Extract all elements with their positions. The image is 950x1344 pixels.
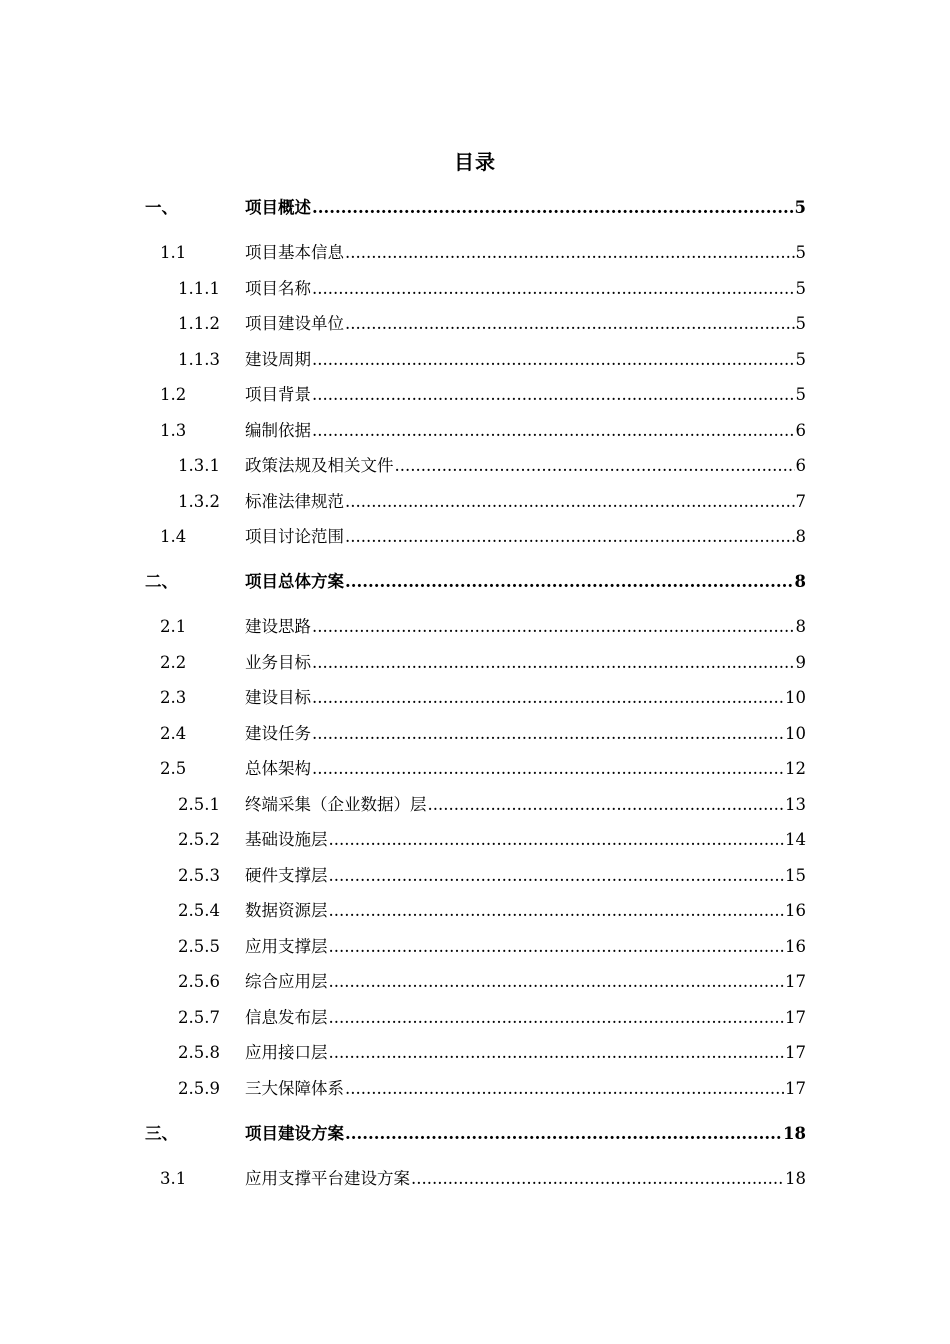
toc-entry[interactable]: [0, 1006, 950, 1030]
toc-entry[interactable]: [0, 1077, 950, 1101]
toc-entry-title[interactable]: 应用接口层: [245, 1043, 328, 1062]
toc-entry-line: [245, 1006, 806, 1030]
toc-entry-title[interactable]: 建设任务: [245, 724, 311, 743]
toc-entry-page-number: 5: [794, 198, 806, 217]
toc-entry-number: 2.5: [160, 759, 187, 778]
toc-entry[interactable]: [0, 615, 950, 639]
toc-entry-title[interactable]: 项目背景: [245, 385, 311, 404]
toc-entry-number: 2.4: [160, 724, 187, 743]
toc-entry-number: 1.1: [160, 243, 187, 262]
toc-entry-title[interactable]: 标准法律规范: [245, 492, 344, 511]
toc-entry-title[interactable]: 总体架构: [245, 759, 311, 778]
toc-entry-page-number: 17: [785, 972, 806, 991]
toc-dot-leader: [345, 1122, 782, 1146]
toc-entry-line: [245, 651, 806, 675]
toc-entry-line: [245, 686, 806, 710]
toc-entry-line: [245, 899, 806, 923]
toc-entry-number: 2.5.4: [178, 901, 220, 920]
toc-dot-leader: [345, 312, 795, 336]
toc-entry-page-number: 16: [785, 901, 806, 920]
toc-entry-number: 1.3: [160, 421, 187, 440]
toc-entry[interactable]: [0, 348, 950, 372]
toc-entry-title[interactable]: 建设周期: [245, 350, 311, 369]
toc-entry[interactable]: [0, 970, 950, 994]
toc-entry-number: 2.5.2: [178, 830, 220, 849]
toc-dot-leader: [345, 525, 795, 549]
toc-entry-number: 1.3.1: [178, 456, 220, 475]
toc-entry-title[interactable]: 基础设施层: [245, 830, 328, 849]
toc-dot-leader: [345, 490, 795, 514]
toc-entry-line: [245, 1167, 806, 1191]
toc-entry-page-number: 8: [795, 617, 806, 636]
toc-dot-leader: [312, 615, 795, 639]
toc-entry[interactable]: [0, 793, 950, 817]
toc-entry-page-number: 14: [785, 830, 806, 849]
toc-dot-leader: [329, 935, 785, 959]
toc-entry-number: 1.3.2: [178, 492, 220, 511]
toc-entry[interactable]: [0, 525, 950, 549]
toc-dot-leader: [312, 277, 795, 301]
toc-entry-line: [245, 454, 806, 478]
toc-entry-page-number: 18: [783, 1124, 806, 1143]
toc-entry-line: [245, 757, 806, 781]
toc-entry-page-number: 6: [795, 456, 806, 475]
toc-entry[interactable]: [0, 1167, 950, 1191]
toc-entry-number: 2.5.9: [178, 1079, 220, 1098]
toc-entry-line: [245, 1122, 806, 1146]
toc-entry-title[interactable]: 终端采集（企业数据）层: [245, 795, 427, 814]
toc-entry-number: 1.1.1: [178, 279, 220, 298]
toc-entry[interactable]: [0, 312, 950, 336]
toc-dot-leader: [329, 864, 785, 888]
toc-entry-page-number: 12: [785, 759, 806, 778]
toc-entry-title[interactable]: 应用支撑层: [245, 937, 328, 956]
toc-dot-leader: [312, 757, 784, 781]
toc-entry-number: 2.5.5: [178, 937, 220, 956]
toc-entry-title[interactable]: 信息发布层: [245, 1008, 328, 1027]
toc-entry[interactable]: [0, 1041, 950, 1065]
toc-entry-number: 1.4: [160, 527, 187, 546]
toc-entry-title[interactable]: 政策法规及相关文件: [245, 456, 394, 475]
toc-entry-page-number: 17: [785, 1043, 806, 1062]
toc-entry-page-number: 8: [794, 572, 806, 591]
toc-dot-leader: [411, 1167, 784, 1191]
toc-entry-line: [245, 1041, 806, 1065]
toc-entry[interactable]: [0, 419, 950, 443]
toc-entry-title[interactable]: 建设思路: [245, 617, 311, 636]
toc-entry-number: 2.1: [160, 617, 187, 636]
toc-entry[interactable]: [0, 454, 950, 478]
toc-entry-page-number: 10: [785, 688, 806, 707]
toc-entry-page-number: 5: [795, 243, 806, 262]
toc-dot-leader: [312, 348, 795, 372]
toc-entry-page-number: 17: [785, 1079, 806, 1098]
toc-entry-title[interactable]: 项目基本信息: [245, 243, 344, 262]
toc-dot-leader: [345, 1077, 784, 1101]
toc-dot-leader: [312, 196, 794, 220]
toc-entry-title[interactable]: 硬件支撑层: [245, 866, 328, 885]
toc-entry-page-number: 15: [785, 866, 806, 885]
toc-entry-number: 1.2: [160, 385, 187, 404]
toc-entry-page-number: 18: [785, 1169, 806, 1188]
toc-dot-leader: [329, 1041, 785, 1065]
toc-entry[interactable]: [0, 935, 950, 959]
toc-entry-page-number: 8: [795, 527, 806, 546]
toc-entry[interactable]: [0, 383, 950, 407]
toc-entry-title[interactable]: 项目建设单位: [245, 314, 344, 333]
toc-entry[interactable]: [0, 277, 950, 301]
toc-entry[interactable]: [0, 686, 950, 710]
toc-dot-leader: [312, 419, 795, 443]
page-title: 目录: [454, 150, 496, 174]
toc-entry-page-number: 5: [795, 350, 806, 369]
toc-entry-page-number: 9: [795, 653, 806, 672]
toc-entry[interactable]: [0, 1122, 950, 1146]
toc-entry-number: 2.5.7: [178, 1008, 220, 1027]
toc-entry-line: [245, 1077, 806, 1101]
toc-entry-title[interactable]: 三大保障体系: [245, 1079, 344, 1098]
toc-entry-line: [245, 828, 806, 852]
toc-entry-page-number: 5: [795, 314, 806, 333]
toc-entry-number: 2.3: [160, 688, 187, 707]
toc-entry[interactable]: [0, 241, 950, 265]
toc-entry[interactable]: [0, 757, 950, 781]
toc-dot-leader: [312, 651, 795, 675]
toc-entry-number: 2.5.8: [178, 1043, 220, 1062]
toc-entry-line: [245, 722, 806, 746]
toc-dot-leader: [345, 241, 795, 265]
toc-entry-page-number: 6: [795, 421, 806, 440]
toc-entry-page-number: 13: [785, 795, 806, 814]
toc-entry-line: [245, 935, 806, 959]
toc-entry-title[interactable]: 编制依据: [245, 421, 311, 440]
toc-entry[interactable]: [0, 651, 950, 675]
toc-entry-line: [245, 241, 806, 265]
toc-entry-line: [245, 864, 806, 888]
toc-entry-title[interactable]: 建设目标: [245, 688, 311, 707]
toc-entry[interactable]: [0, 828, 950, 852]
toc-entry-line: [245, 525, 806, 549]
toc-entry-number: 1.1.2: [178, 314, 220, 333]
toc-entry-title[interactable]: 业务目标: [245, 653, 311, 672]
toc-dot-leader: [329, 970, 785, 994]
toc-entry-line: [245, 196, 806, 220]
toc-entry-page-number: 7: [795, 492, 806, 511]
toc-entry-line: [245, 570, 806, 594]
toc-entry-line: [245, 348, 806, 372]
toc-dot-leader: [312, 383, 795, 407]
toc-entry-title[interactable]: 项目建设方案: [245, 1124, 344, 1143]
toc-entry-number: 1.1.3: [178, 350, 220, 369]
toc-entry-line: [245, 970, 806, 994]
toc-dot-leader: [312, 722, 784, 746]
toc-entry-line: [245, 490, 806, 514]
toc-entry-page-number: 5: [795, 385, 806, 404]
toc-entry-line: [245, 383, 806, 407]
toc-entry-number: 2.5.3: [178, 866, 220, 885]
toc-entry-line: [245, 312, 806, 336]
toc-dot-leader: [329, 828, 785, 852]
toc-entry-number: 二、: [145, 572, 178, 591]
toc-entry[interactable]: [0, 722, 950, 746]
toc-entry-title[interactable]: 综合应用层: [245, 972, 328, 991]
toc-entry-line: [245, 615, 806, 639]
toc-entry-line: [245, 793, 806, 817]
toc-entry-title[interactable]: 项目名称: [245, 279, 311, 298]
toc-entry-number: 3.1: [160, 1169, 187, 1188]
toc-entry-line: [245, 419, 806, 443]
toc-dot-leader: [329, 1006, 785, 1030]
toc-entry-page-number: 16: [785, 937, 806, 956]
toc-entry-page-number: 17: [785, 1008, 806, 1027]
toc-entry[interactable]: [0, 196, 950, 220]
toc-dot-leader: [428, 793, 785, 817]
toc-dot-leader: [345, 570, 794, 594]
toc-entry-number: 一、: [145, 198, 178, 217]
toc-entry-number: 2.2: [160, 653, 187, 672]
toc-entry-title[interactable]: 数据资源层: [245, 901, 328, 920]
toc-dot-leader: [312, 686, 784, 710]
toc-entry-title[interactable]: 项目概述: [245, 198, 311, 217]
toc-entry-line: [245, 277, 806, 301]
toc-dot-leader: [395, 454, 795, 478]
toc-entry-number: 三、: [145, 1124, 178, 1143]
toc-entry[interactable]: [0, 490, 950, 514]
toc-entry-number: 2.5.6: [178, 972, 220, 991]
toc-dot-leader: [329, 899, 785, 923]
toc-entry[interactable]: [0, 864, 950, 888]
toc-entry-title[interactable]: 项目总体方案: [245, 572, 344, 591]
toc-entry-title[interactable]: 项目讨论范围: [245, 527, 344, 546]
toc-entry-page-number: 5: [795, 279, 806, 298]
toc-entry-page-number: 10: [785, 724, 806, 743]
toc-entry[interactable]: [0, 570, 950, 594]
toc-entry-number: 2.5.1: [178, 795, 220, 814]
toc-entry-title[interactable]: 应用支撑平台建设方案: [245, 1169, 410, 1188]
toc-entry[interactable]: [0, 899, 950, 923]
